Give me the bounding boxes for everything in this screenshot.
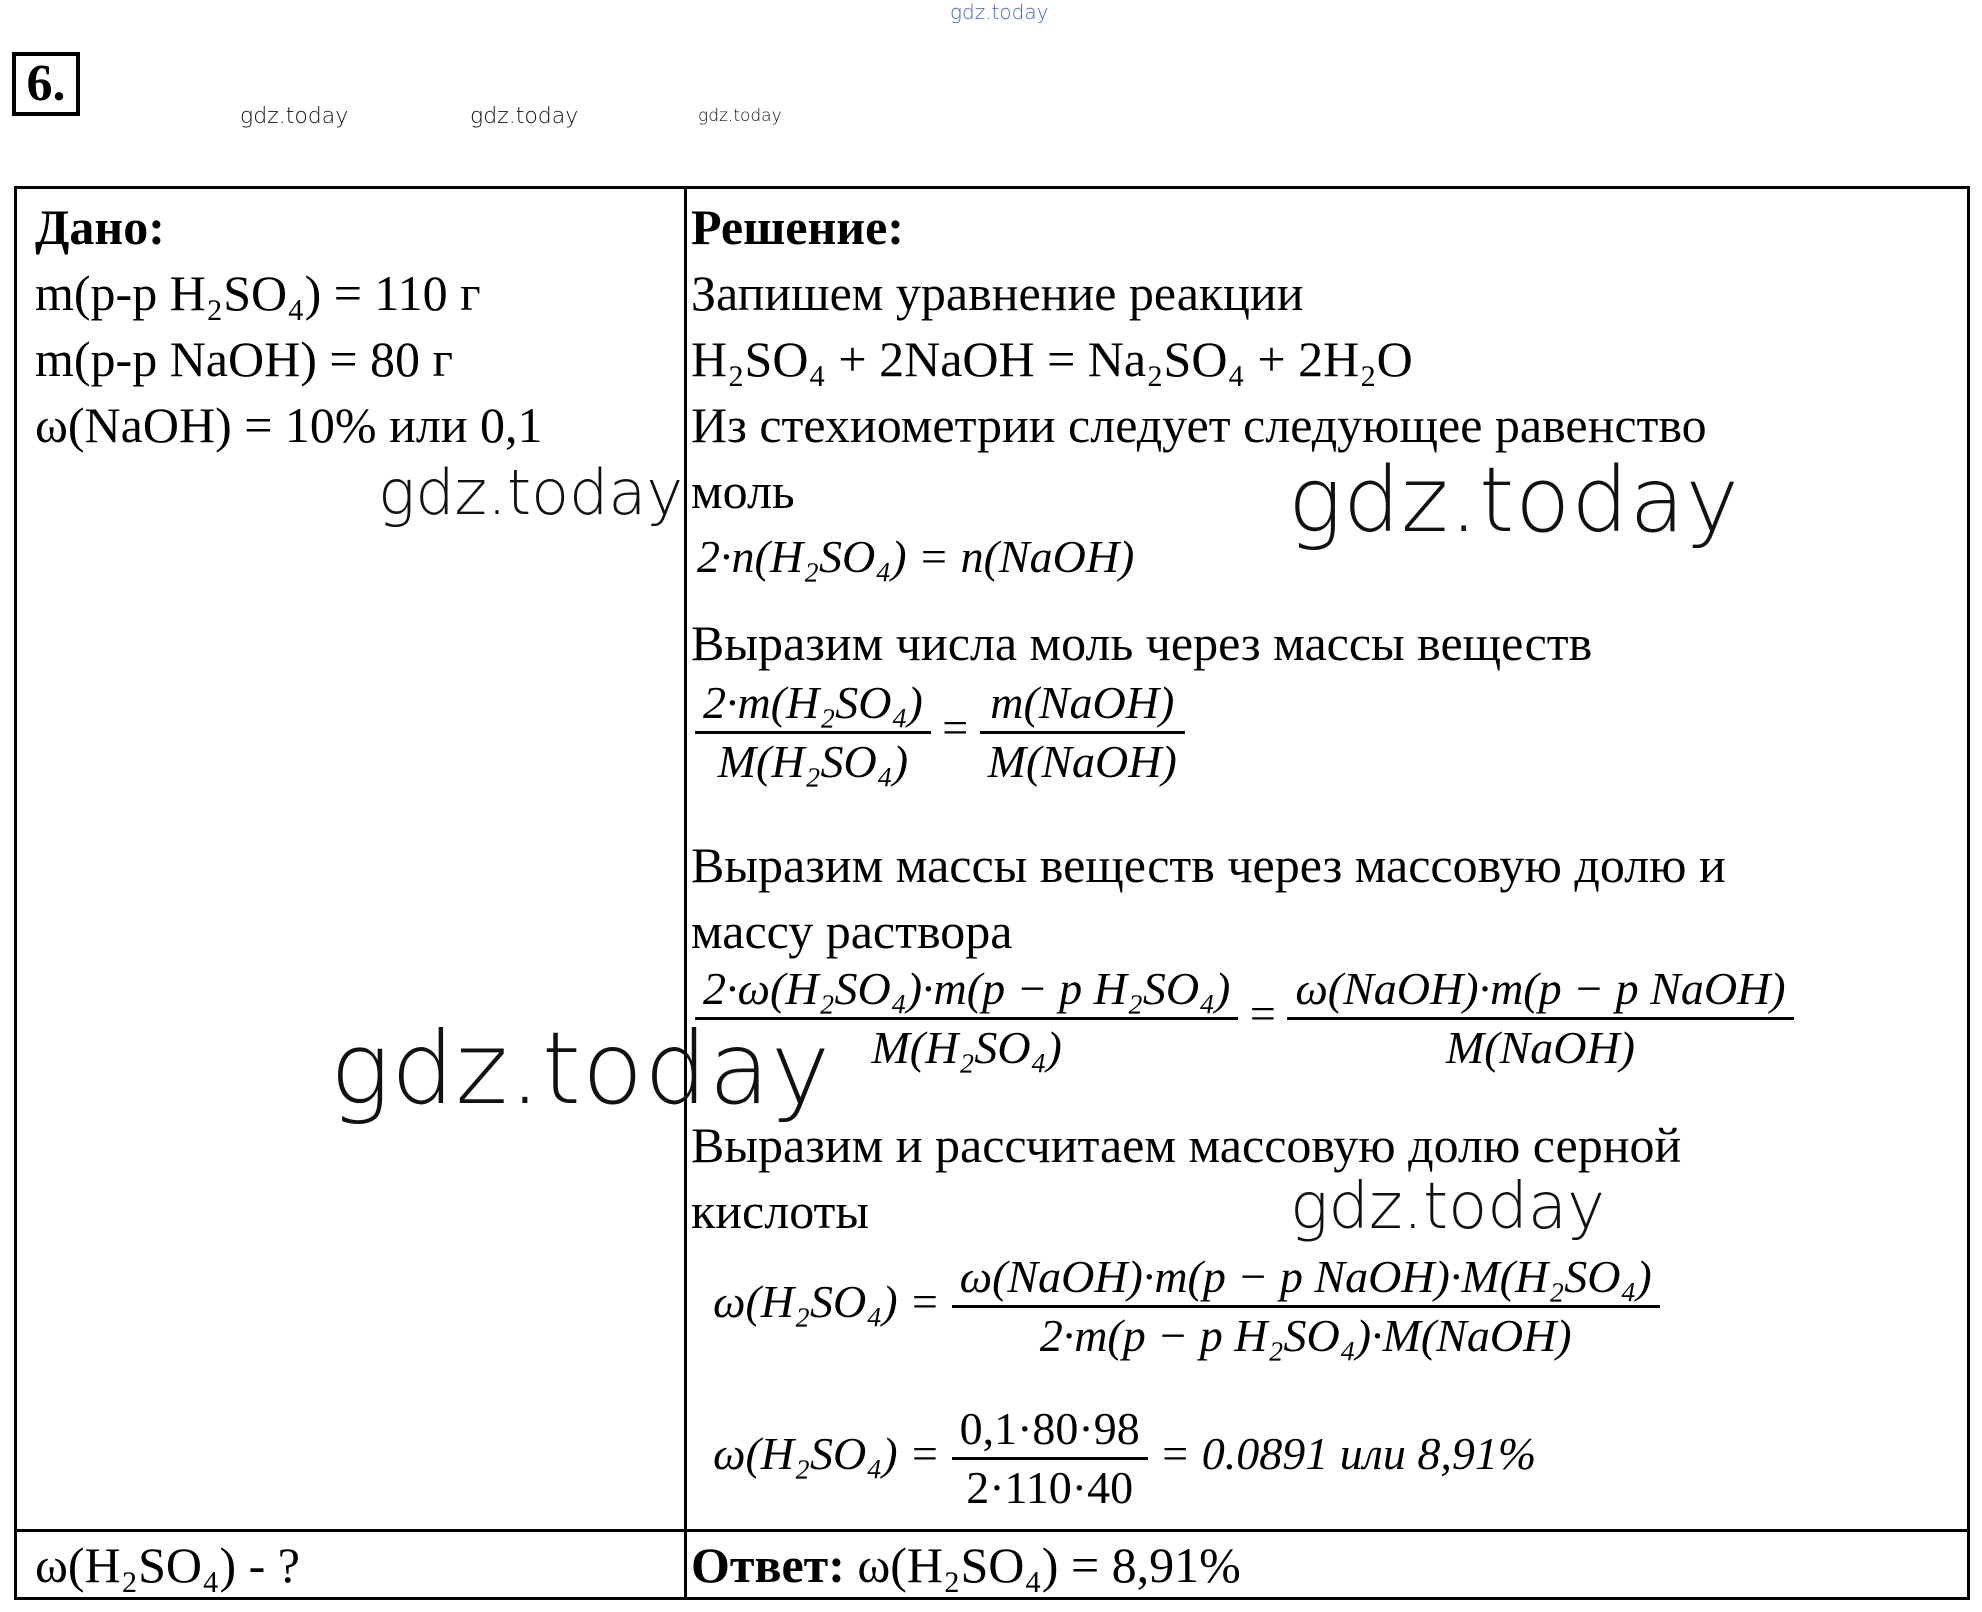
watermark-top: gdz.today bbox=[950, 0, 1049, 24]
given-line-1: m(р-р H₂SO₄) = 110 г bbox=[35, 265, 481, 321]
find-line: ω(H₂SO₄) - ? bbox=[35, 1537, 300, 1593]
solution-step-4b: массу раствора bbox=[691, 903, 1013, 959]
given-line-2: m(р-р NaOH) = 80 г bbox=[35, 331, 454, 387]
watermark-small-3: gdz.today bbox=[698, 106, 782, 126]
equation-3: $\frac{\text{2·ω(H₂SO₄)·m(p − p H₂SO₄)}}{\text{M(H₂SO₄)}}$ = $\frac{\text{ω(NaOH)·m(p − p NaOH)}}{\text{M(NaOH)}}$ bbox=[695, 961, 1794, 1076]
equation-2-left-numerator: 2·m(H₂SO₄) bbox=[695, 675, 931, 734]
solution-step-5b: кислоты bbox=[691, 1183, 869, 1239]
solution-step-1: Запишем уравнение реакции bbox=[691, 265, 1304, 321]
solution-step-4a: Выразим массы веществ через массовую долю и bbox=[691, 837, 1726, 893]
solution-step-2a: Из стехиометрии следует следующее равенство bbox=[691, 397, 1707, 453]
equation-3-right-denominator: M(NaOH) bbox=[1445, 1022, 1635, 1073]
equation-5-rhs: = 0.0891 или 8,91% bbox=[1159, 1428, 1537, 1480]
solution-step-5a: Выразим и рассчитаем массовую долю серной bbox=[691, 1117, 1682, 1173]
watermark-overlay-2: gdz.today bbox=[1288, 448, 1740, 553]
equation-2: $\frac{\text{2·m(H₂SO₄)}}{\text{M(H₂SO₄)}}$ = $\frac{\text{m(NaOH)}}{\text{M(NaOH)}}$ bbox=[695, 675, 1185, 790]
given-title: Дано: bbox=[35, 199, 165, 255]
equation-5-denominator: 2·110·40 bbox=[966, 1462, 1134, 1513]
problem-number: 6. bbox=[12, 52, 80, 116]
answer-value: ω(H₂SO₄) = 8,91% bbox=[857, 1537, 1241, 1593]
watermark-overlay-4: gdz.today bbox=[1290, 1170, 1605, 1244]
equation-3-left-numerator: 2·ω(H₂SO₄)·m(p − p H₂SO₄) bbox=[695, 961, 1238, 1020]
equation-4-numerator: ω(NaOH)·m(p − p NaOH)·M(H₂SO₄) bbox=[952, 1249, 1660, 1308]
equation-4-denominator: 2·m(p − p H₂SO₄)·M(NaOH) bbox=[1039, 1310, 1572, 1361]
equation-5 bbox=[713, 1401, 1536, 1516]
column-divider bbox=[684, 189, 687, 1597]
equation-2-right-denominator: M(NaOH) bbox=[987, 736, 1177, 787]
given-line-3: ω(NaOH) = 10% или 0,1 bbox=[35, 397, 543, 453]
equation-1: 2·n(H₂SO₄) = n(NaOH) bbox=[697, 531, 1135, 582]
answer-label: Ответ: bbox=[691, 1537, 845, 1593]
equation-2-right-fraction bbox=[980, 675, 1185, 790]
equation-4 bbox=[713, 1249, 1660, 1364]
equation-3-left-denominator: M(H₂SO₄) bbox=[871, 1022, 1062, 1073]
solution-table bbox=[14, 186, 1970, 1600]
solution-title: Решение: bbox=[691, 199, 904, 255]
row-divider bbox=[17, 1529, 1967, 1532]
equation-4-lhs: ω(H₂SO₄) = bbox=[713, 1276, 941, 1328]
answer-line bbox=[691, 1535, 1241, 1595]
equation-2-left-fraction bbox=[695, 675, 931, 790]
watermark-small-2: gdz.today bbox=[470, 104, 579, 129]
equation-5-fraction bbox=[952, 1401, 1148, 1516]
watermark-overlay-3: gdz.today bbox=[330, 1010, 832, 1127]
equation-2-left-denominator: M(H₂SO₄) bbox=[717, 736, 909, 787]
equation-5-numerator: 0,1·80·98 bbox=[952, 1401, 1148, 1460]
watermark-overlay-1: gdz.today bbox=[378, 456, 684, 529]
solution-step-2b: моль bbox=[691, 463, 795, 519]
reaction-equation: H₂SO₄ + 2NaOH = Na₂SO₄ + 2H₂O bbox=[691, 331, 1413, 387]
equation-3-right-fraction bbox=[1287, 961, 1793, 1076]
equation-3-right-numerator: ω(NaOH)·m(p − p NaOH) bbox=[1287, 961, 1793, 1020]
equation-4-fraction bbox=[952, 1249, 1660, 1364]
solution-step-3: Выразим числа моль через массы веществ bbox=[691, 615, 1593, 671]
equation-5-lhs: ω(H₂SO₄) = bbox=[713, 1428, 941, 1480]
equation-2-right-numerator: m(NaOH) bbox=[980, 675, 1185, 734]
watermark-small-1: gdz.today bbox=[240, 104, 349, 129]
